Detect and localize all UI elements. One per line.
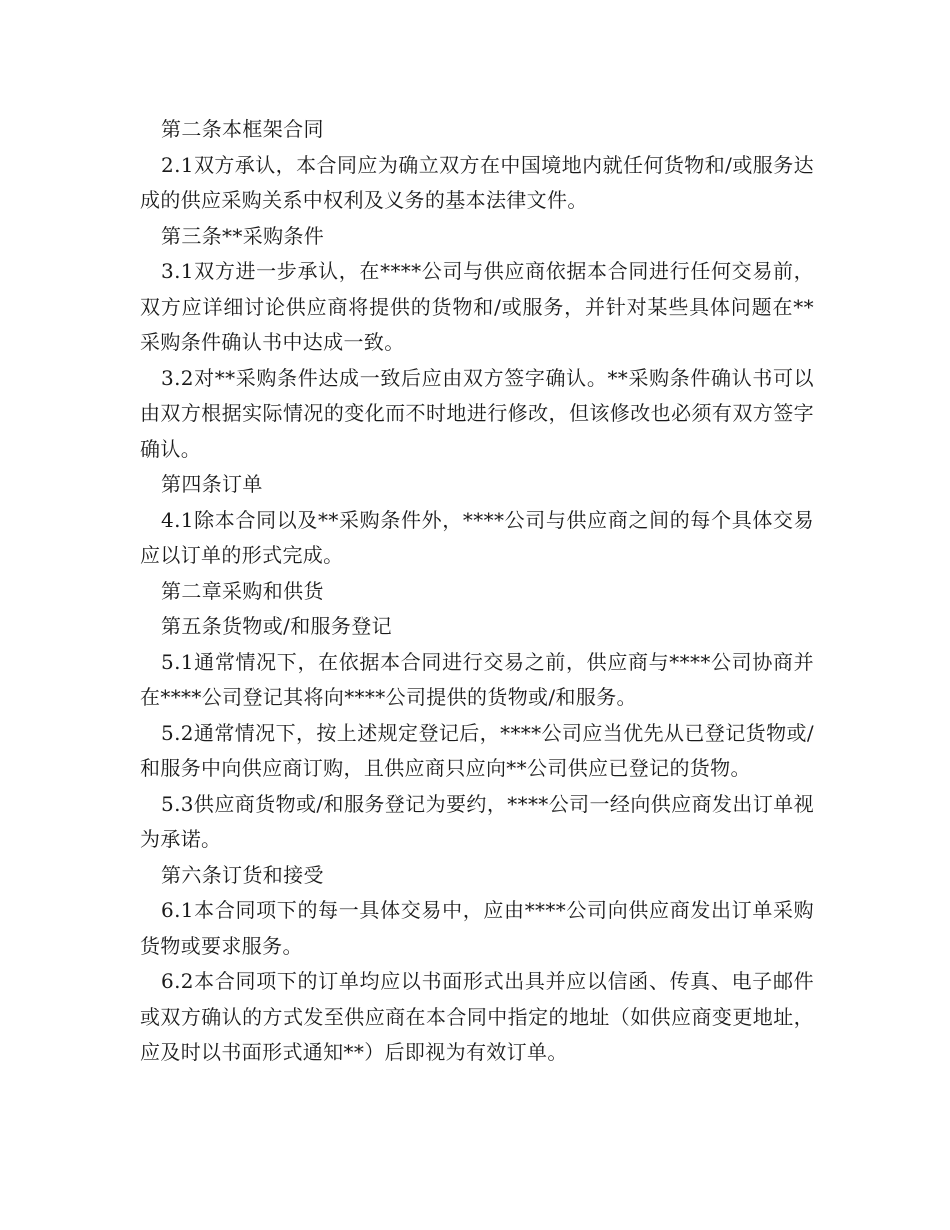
clause-4-1: 4.1除本合同以及**采购条件外，****公司与供应商之间的每个具体交易应以订单的形式完成。 [140,507,814,567]
article-6-heading: 第六条订货和接受 [161,862,324,887]
document-page [140,112,814,1071]
article-3-heading: 第三条**采购条件 [161,223,325,248]
clause-3-2: 3.2对**采购条件达成一致后应由双方签字确认。**采购条件确认书可以由双方根据实际情况的变化而不时地进行修改，但该修改也必须有双方签字确认。 [140,365,814,461]
clause-5-2: 5.2通常情况下，按上述规定登记后，****公司应当优先从已登记货物或/和服务中向供应商订购，且供应商只应向**公司供应已登记的货物。 [140,720,814,780]
clause-6-1: 6.1本合同项下的每一具体交易中，应由****公司向供应商发出订单采购货物或要求服务。 [140,898,814,958]
clause-2-1: 2.1双方承认，本合同应为确立双方在中国境地内就任何货物和/或服务达成的供应采购关系中权利及义务的基本法律文件。 [140,152,814,212]
clause-5-3: 5.3供应商货物或/和服务登记为要约，****公司一经向供应商发出订单视为承诺。 [140,791,814,851]
article-4-heading: 第四条订单 [161,472,263,496]
clause-5-1: 5.1通常情况下，在依据本合同进行交易之前，供应商与****公司协商并在****公司登记其将向****公司提供的货物或/和服务。 [140,649,814,709]
chapter-2-heading: 第二章采购和供货 [161,578,324,603]
clause-6-2: 6.2本合同项下的订单均应以书面形式出具并应以信函、传真、电子邮件或双方确认的方式发至供应商在本合同中指定的地址（如供应商变更地址，应及时以书面形式通知**）后即视为有效订单。 [140,969,814,1064]
clause-3-1: 3.1双方进一步承认，在****公司与供应商依据本合同进行任何交易前，双方应详细讨论供应商将提供的货物和/或服务，并针对某些具体问题在**采购条件确认书中达成一致。 [140,259,814,354]
article-5-heading: 第五条货物或/和服务登记 [161,614,392,638]
article-2-heading: 第二条本框架合同 [161,117,324,141]
